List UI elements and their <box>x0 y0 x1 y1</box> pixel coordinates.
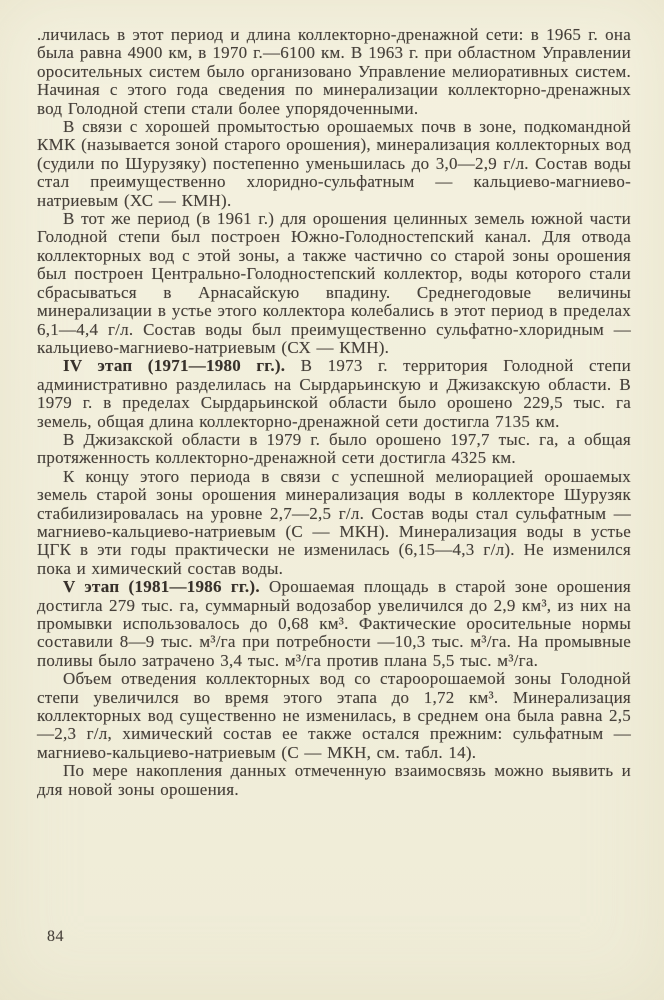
paragraph-8-text: Объем отведения коллекторных вод со староорошаемой зоны Голодной степи увеличился во время этого этапа до 1,72 км³. Минерализация коллекторных вод существенно не изменилась, в среднем она была равна 2,5—2,3 г/л, химический состав ее также остался прежним: сульфатным — магниево-кальциево-натриевым (С — МКН, см. табл. 14). <box>37 669 631 762</box>
paragraph-5-text: В Джизакской области в 1979 г. было орошено 197,7 тыс. га, а общая протяженность коллекторно-дренажной сети достигла 4325 км. <box>37 429 631 468</box>
paragraph-2 <box>37 118 631 210</box>
stage-v-heading: V этап (1981—1986 гг.). <box>63 577 260 597</box>
paragraph-1-text: .личилась в этот период и длина коллекторно-дренажной сети: в 1965 г. она была равна 4900 км, в 1970 г.—6100 км. В 1963 г. при областном Управлении оросительных систем было организовано Управление мелиоративных систем. Начиная с этого года сведения по минерализации коллекторно-дренажных вод Голодной степи стали более упорядоченными. <box>37 25 631 118</box>
paragraph-9-text: По мере накопления данных отмеченную взаимосвязь можно выявить и для новой зоны орошения. <box>37 761 631 799</box>
paragraph-1 <box>37 26 631 118</box>
paragraph-5 <box>37 431 631 468</box>
paragraph-2-text: В связи с хорошей промытостью орошаемых почв в зоне, подкомандной КМК (называется зоной старого орошения), минерализация коллекторных вод (судили по Шурузяку) постепенно уменьшилась до 3,0—2,9 г/л. Состав воды стал преимущественно хлоридно-сульфатным — кальциево-магниево-натриевым (ХС — КМН). <box>37 117 631 210</box>
paragraph-7-text: Орошаемая площадь в старой зоне орошения достигла 279 тыс. га, суммарный водозабор увеличился до 2,9 км³, из них на промывки использовалось до 0,68 км³. Фактические оросительные нормы составили 8—9 тыс. м³/га при потребности —10,3 тыс. м³/га. На промывные поливы было затрачено 3,4 тыс. м³/га против плана 5,5 тыс. м³/га. <box>37 577 631 670</box>
paragraph-9 <box>37 762 631 799</box>
paragraph-3 <box>37 210 631 357</box>
text-column <box>37 26 631 799</box>
paragraph-7 <box>37 578 631 670</box>
paragraph-6-text: К концу этого периода в связи с успешной мелиорацией орошаемых земель старой зоны орошения минерализация воды в коллекторе Шурузяк стабилизировалась на уровне 2,7—2,5 г/л. Состав воды стал сульфатным — магниево-кальциево-натриевым (С — МКН). Минерализация воды в устье ЦГК в эти годы практически не изменилась (6,15—4,3 г/л). Не изменился пока и химический состав воды. <box>37 466 631 578</box>
paragraph-4 <box>37 357 631 431</box>
page-number: 84 <box>47 928 64 945</box>
stage-iv-heading: IV этап (1971—1980 гг.). <box>63 356 286 376</box>
paragraph-4-text: В 1973 г. территория Голодной степи административно разделилась на Сырдарьинскую и Джизакскую области. В 1979 г. в пределах Сырдарьинской области было орошено 229,5 тыс. га земель, общая длина коллекторно-дренажной сети достигла 7135 км. <box>37 356 631 431</box>
paragraph-8 <box>37 670 631 762</box>
paragraph-3-text: В тот же период (в 1961 г.) для орошения целинных земель южной части Голодной степи был построен Южно-Голодностепский канал. Для отвода коллекторных вод с этой зоны, а также частично со старой зоны орошения был построен Центрально-Голодностепский коллектор, воды которого стали сбрасываться в Арнасайскую впадину. Среднегодовые величины минерализации в устье этого коллектора колебались в этот период в пределах 6,1—4,4 г/л. Состав воды был преимущественно сульфатно-хлоридным — кальциево-магниево-натриевым (СХ — КМН). <box>37 209 631 357</box>
paragraph-6 <box>37 468 631 578</box>
